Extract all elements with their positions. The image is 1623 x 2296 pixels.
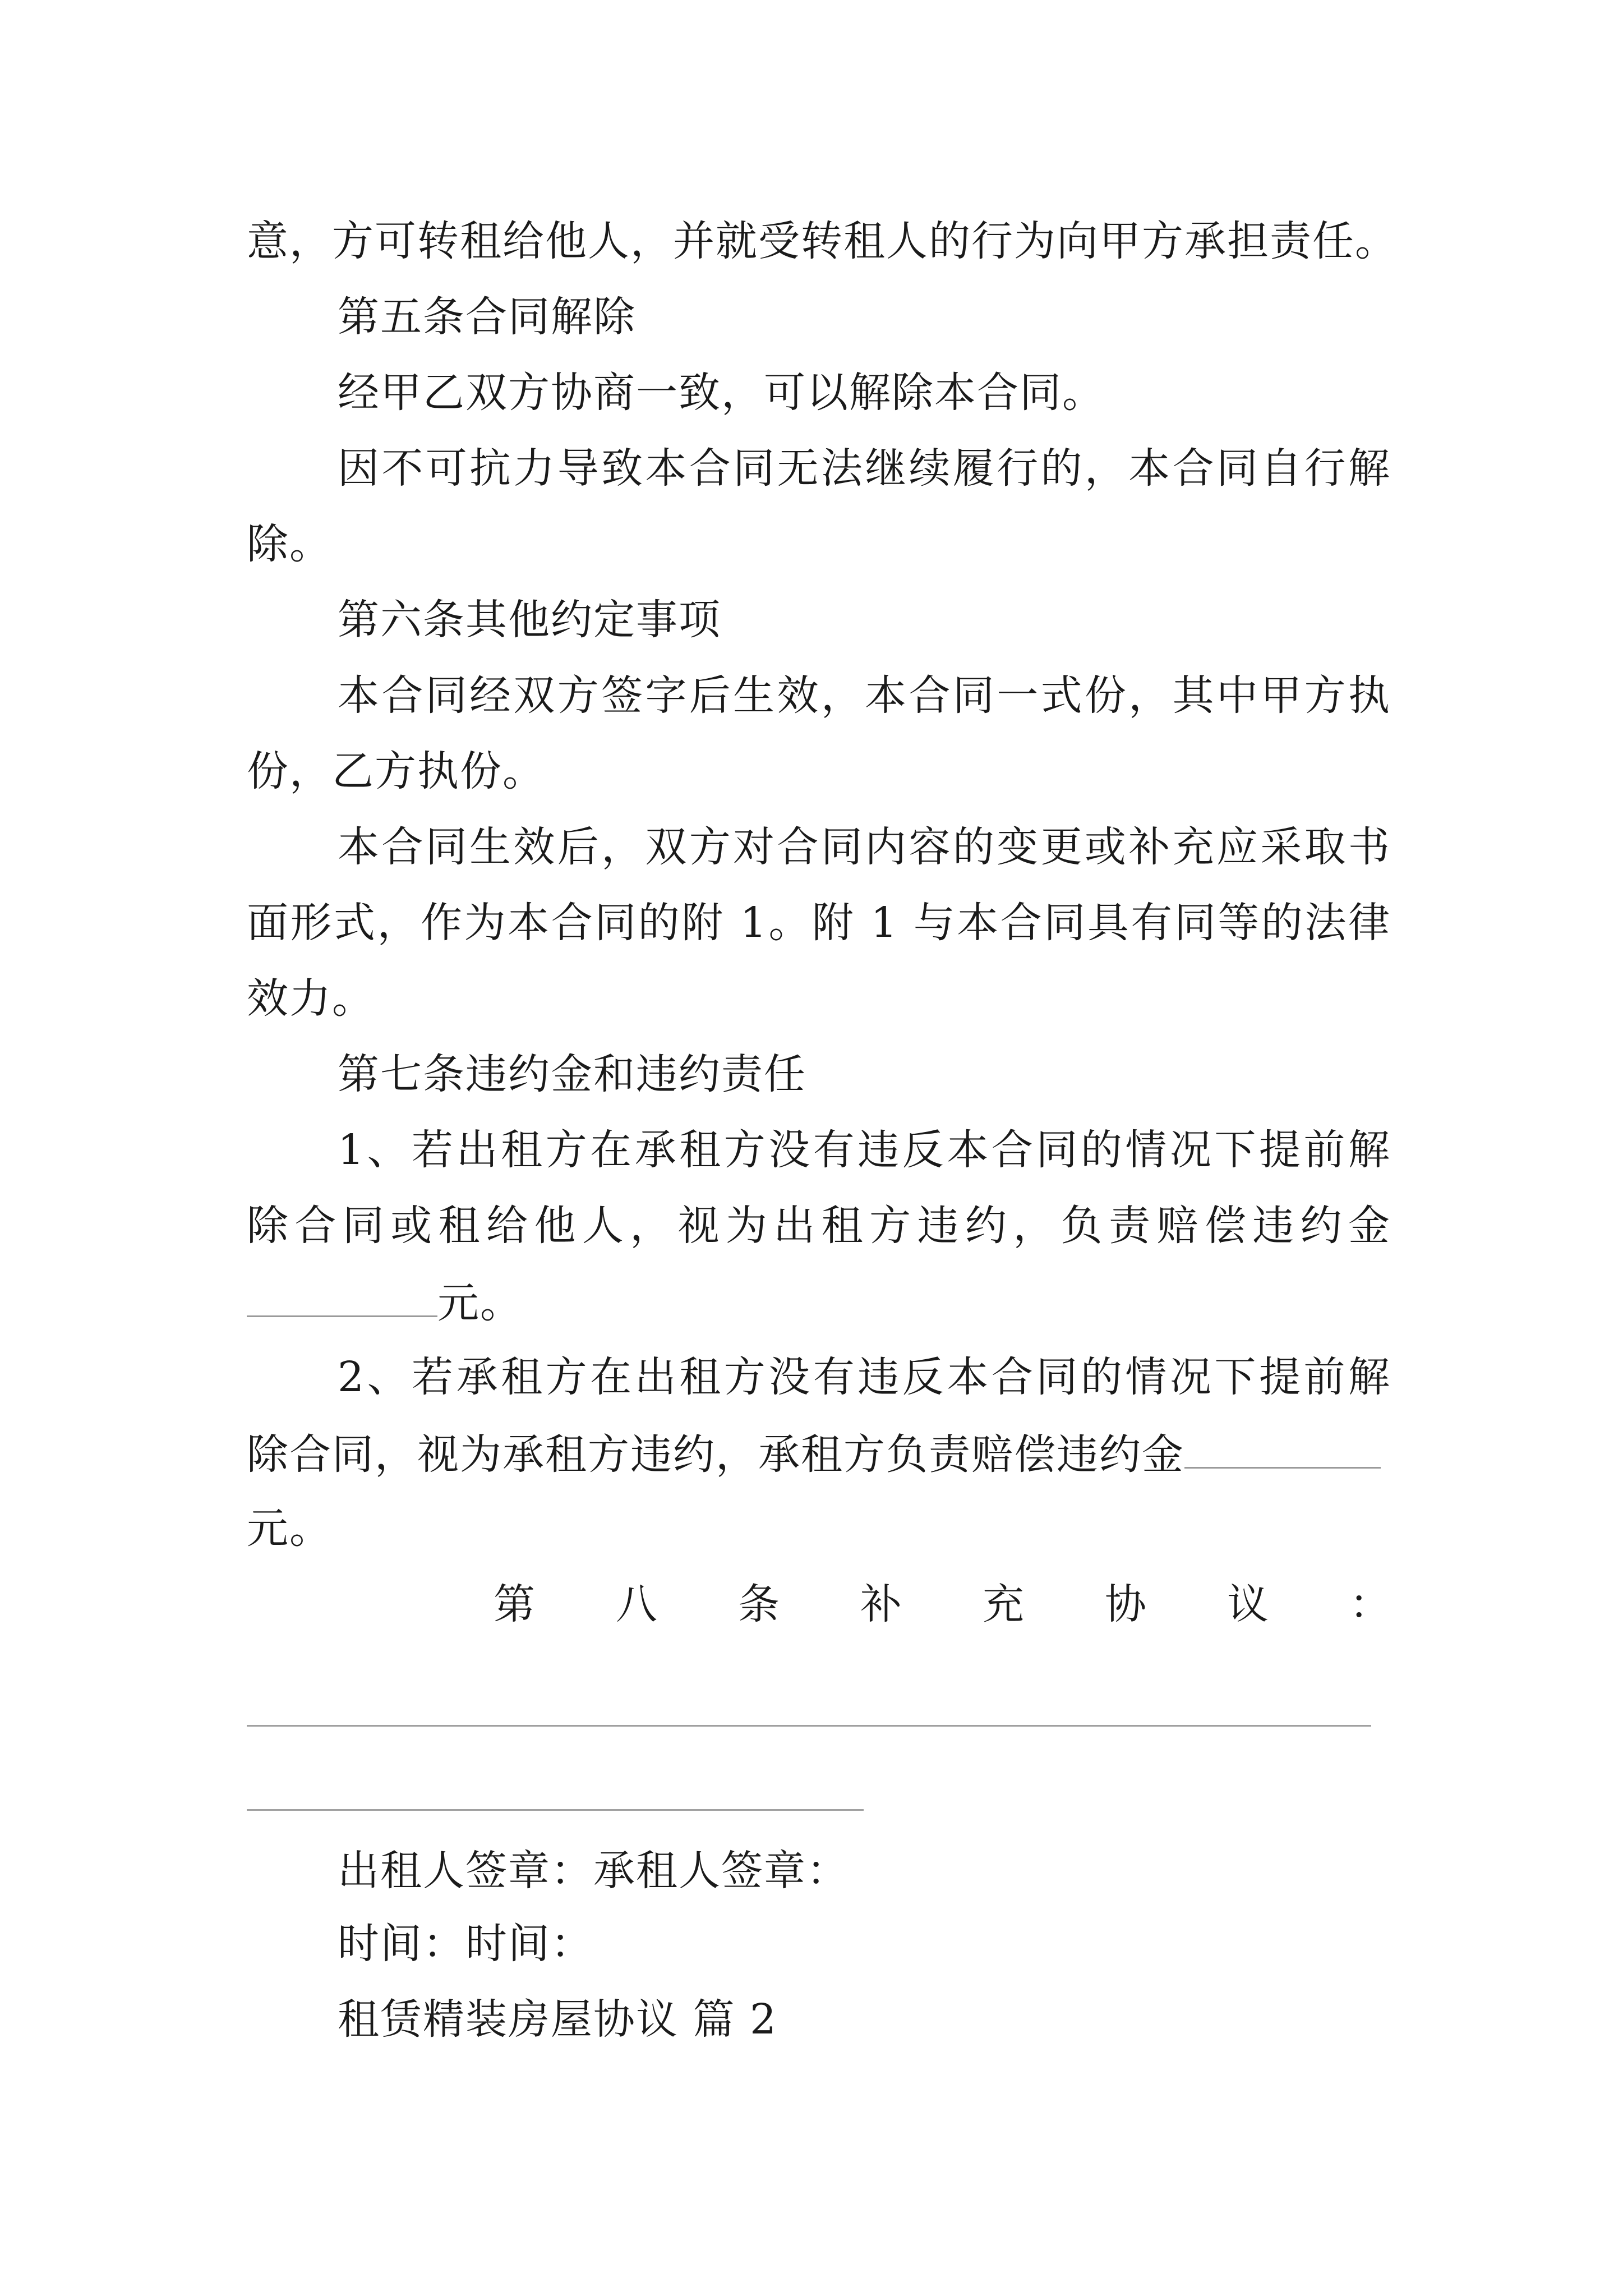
article-7-clause-2-cont (247, 1428, 1391, 1480)
article-8-char: 协 (1105, 1580, 1146, 1628)
next-section-title: 租赁精装房屋协议 篇 2 (338, 1995, 778, 2044)
article-6-paragraph-1: 本合同经双方签字后生效，本合同一式份，其中甲方执 (338, 671, 1391, 720)
article-6-paragraph-2-end: 效力。 (247, 974, 375, 1023)
article-7-title: 第七条违约金和违约责任 (338, 1050, 806, 1098)
article-8-char: 补 (860, 1580, 902, 1628)
article-7-clause-1-cont: 除合同或租给他人，视为出租方违约，负责赔偿违约金 (247, 1202, 1391, 1250)
text-line: 意，方可转租给他人，并就受转租人的行为向甲方承担责任。 (247, 217, 1398, 265)
blank-line (247, 1725, 1371, 1727)
article-6-paragraph-2-cont: 面形式，作为本合同的附 1。附 1 与本合同具有同等的法律 (247, 899, 1391, 947)
article-6-title: 第六条其他约定事项 (338, 596, 721, 644)
article-7-clause-1: 1、若出租方在承租方没有违反本合同的情况下提前解 (338, 1126, 1391, 1174)
article-8-char: ： (1349, 1580, 1391, 1628)
article-5-paragraph-2-cont: 除。 (247, 520, 332, 568)
blank-field (247, 1276, 437, 1317)
article-7-clause-2-end: 元。 (247, 1504, 332, 1553)
time-line: 时间：时间： (338, 1920, 593, 1968)
article-7-clause-1-end (247, 1276, 1391, 1328)
article-6-paragraph-1-cont: 份，乙方执份。 (247, 747, 545, 795)
article-5-paragraph-1: 经甲乙双方协商一致，可以解除本合同。 (338, 369, 1105, 417)
blank-line (247, 1809, 864, 1811)
signature-line: 出租人签章：承租人签章： (338, 1847, 849, 1895)
article-6-paragraph-2: 本合同生效后，双方对合同内容的变更或补充应采取书 (338, 823, 1391, 871)
article-8-char: 条 (738, 1580, 780, 1628)
article-8-char: 第 (494, 1580, 535, 1628)
article-5-paragraph-2: 因不可抗力导致本合同无法继续履行的，本合同自行解 (338, 444, 1391, 493)
article-7-clause-2: 2、若承租方在出租方没有违反本合同的情况下提前解 (338, 1353, 1391, 1401)
article-5-title: 第五条合同解除 (338, 293, 636, 341)
blank-field (1184, 1428, 1381, 1469)
article-8-title (494, 1579, 1391, 1630)
clause-text: 除合同，视为承租方违约，承租方负责赔偿违约金 (247, 1430, 1184, 1479)
article-8-char: 充 (983, 1580, 1024, 1628)
article-8-char: 八 (616, 1580, 657, 1628)
article-8-char: 议 (1227, 1580, 1269, 1628)
unit-text: 元。 (437, 1279, 523, 1327)
